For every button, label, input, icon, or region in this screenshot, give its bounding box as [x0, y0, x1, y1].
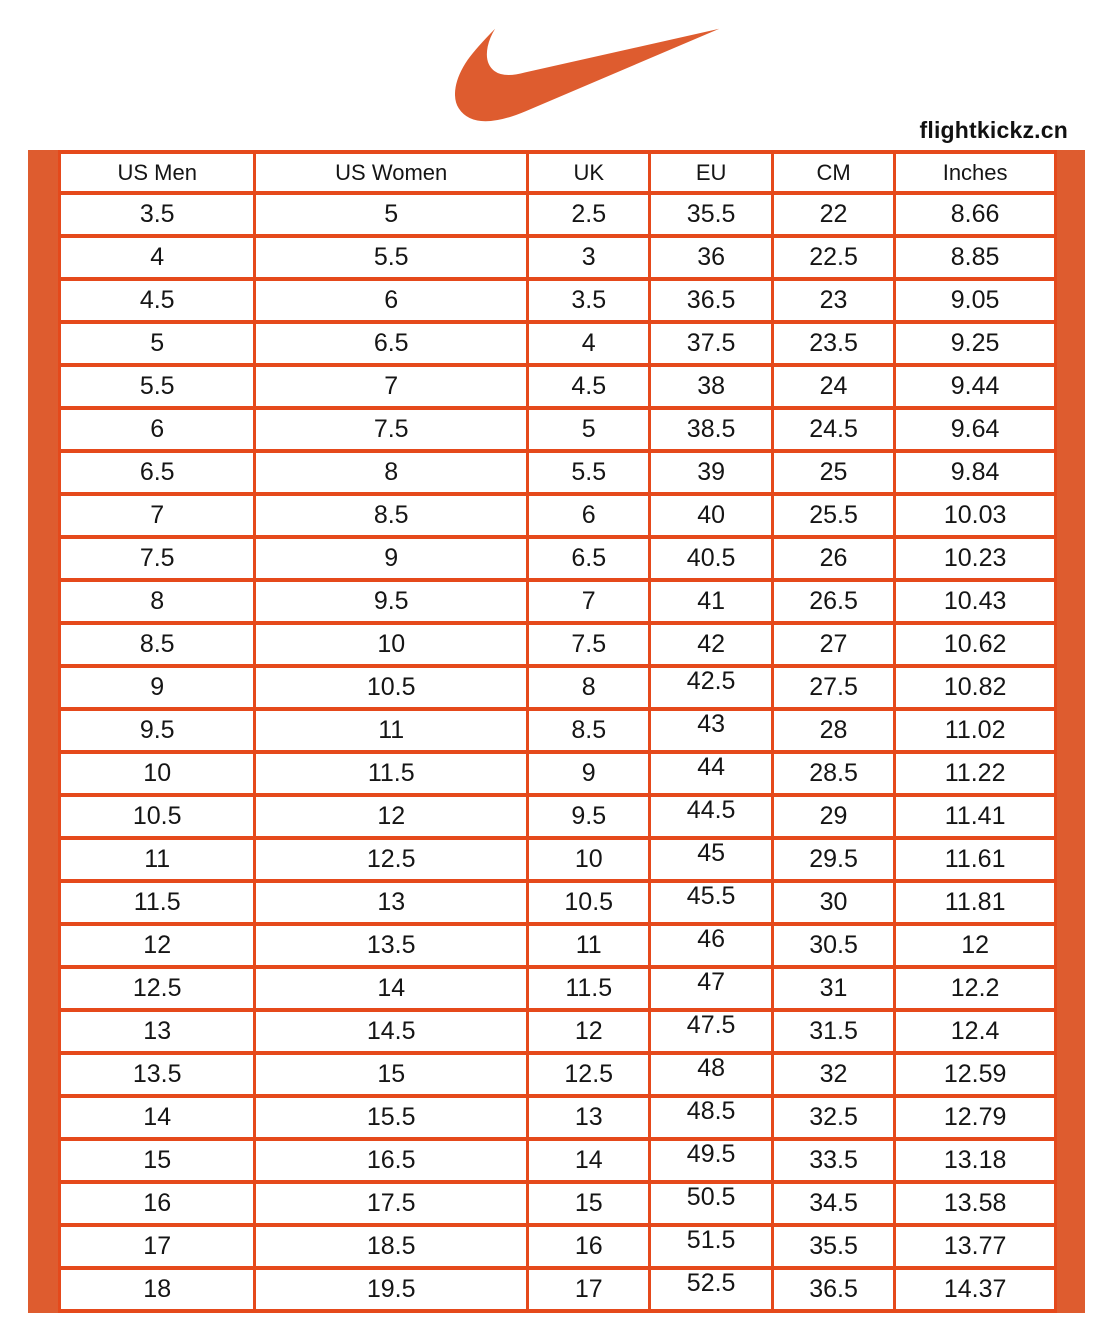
- table-cell: 23: [772, 279, 894, 322]
- table-cell: 12.2: [895, 967, 1056, 1010]
- table-cell: 11: [528, 924, 650, 967]
- table-cell: 9.25: [895, 322, 1056, 365]
- table-cell: 12.4: [895, 1010, 1056, 1053]
- table-cell: 11.41: [895, 795, 1056, 838]
- table-cell: 12.79: [895, 1096, 1056, 1139]
- size-table-container: [28, 150, 1085, 1313]
- table-cell: 41: [650, 580, 772, 623]
- table-cell: 13.5: [60, 1053, 255, 1096]
- table-cell: 9: [60, 666, 255, 709]
- table-row: [60, 1182, 1056, 1225]
- table-cell: 4: [60, 236, 255, 279]
- table-cell: 22.5: [772, 236, 894, 279]
- table-cell: 15: [528, 1182, 650, 1225]
- table-cell: 8: [60, 580, 255, 623]
- table-cell: 7.5: [528, 623, 650, 666]
- table-row: [60, 709, 1056, 752]
- table-cell: 15.5: [255, 1096, 528, 1139]
- size-conversion-table: [58, 150, 1057, 1313]
- table-cell: 34.5: [772, 1182, 894, 1225]
- size-table-body: [60, 193, 1056, 1311]
- table-row: [60, 666, 1056, 709]
- table-row: [60, 322, 1056, 365]
- table-cell: 28: [772, 709, 894, 752]
- table-cell: 13.58: [895, 1182, 1056, 1225]
- table-cell: 5: [528, 408, 650, 451]
- table-cell: 38.5: [650, 408, 772, 451]
- table-cell: 40.5: [650, 537, 772, 580]
- table-cell: 7.5: [60, 537, 255, 580]
- table-cell: 30: [772, 881, 894, 924]
- table-cell: 13.5: [255, 924, 528, 967]
- table-cell: 9.84: [895, 451, 1056, 494]
- table-cell: 40: [650, 494, 772, 537]
- table-cell: 10.43: [895, 580, 1056, 623]
- table-cell: 18.5: [255, 1225, 528, 1268]
- table-cell: 9.5: [60, 709, 255, 752]
- table-cell: 17.5: [255, 1182, 528, 1225]
- table-cell: 12: [60, 924, 255, 967]
- col-header-us-men: US Men: [60, 152, 255, 193]
- table-cell: 11: [60, 838, 255, 881]
- table-cell: 35.5: [772, 1225, 894, 1268]
- table-cell: 43: [650, 709, 772, 752]
- col-header-uk: UK: [528, 152, 650, 193]
- table-cell: 31: [772, 967, 894, 1010]
- table-cell: 8.5: [255, 494, 528, 537]
- table-cell: 4: [528, 322, 650, 365]
- table-cell: 9.5: [528, 795, 650, 838]
- table-cell: 25.5: [772, 494, 894, 537]
- table-cell: 32: [772, 1053, 894, 1096]
- table-cell: 44: [650, 752, 772, 795]
- table-cell: 9.44: [895, 365, 1056, 408]
- table-cell: 7: [60, 494, 255, 537]
- table-cell: 10.23: [895, 537, 1056, 580]
- table-cell: 17: [528, 1268, 650, 1311]
- table-row: [60, 494, 1056, 537]
- table-cell: 14.5: [255, 1010, 528, 1053]
- table-row: [60, 1096, 1056, 1139]
- table-cell: 13: [255, 881, 528, 924]
- size-table-header: [60, 152, 1056, 193]
- table-cell: 11.22: [895, 752, 1056, 795]
- table-cell: 42: [650, 623, 772, 666]
- table-cell: 29.5: [772, 838, 894, 881]
- table-cell: 36: [650, 236, 772, 279]
- table-cell: 7.5: [255, 408, 528, 451]
- left-accent-strip: [28, 150, 58, 1313]
- table-row: [60, 1010, 1056, 1053]
- table-cell: 6.5: [255, 322, 528, 365]
- table-cell: 11.81: [895, 881, 1056, 924]
- table-cell: 9: [255, 537, 528, 580]
- table-row: [60, 924, 1056, 967]
- table-cell: 17: [60, 1225, 255, 1268]
- table-cell: 11.5: [60, 881, 255, 924]
- table-row: [60, 408, 1056, 451]
- table-cell: 8.5: [60, 623, 255, 666]
- table-cell: 6.5: [60, 451, 255, 494]
- table-cell: 11.5: [528, 967, 650, 1010]
- table-cell: 14.37: [895, 1268, 1056, 1311]
- table-cell: 24.5: [772, 408, 894, 451]
- table-cell: 27.5: [772, 666, 894, 709]
- table-cell: 38: [650, 365, 772, 408]
- table-cell: 14: [60, 1096, 255, 1139]
- table-cell: 9.64: [895, 408, 1056, 451]
- table-cell: 48.5: [650, 1096, 772, 1139]
- table-cell: 16: [528, 1225, 650, 1268]
- table-cell: 6: [60, 408, 255, 451]
- table-cell: 31.5: [772, 1010, 894, 1053]
- table-row: [60, 580, 1056, 623]
- table-cell: 8.66: [895, 193, 1056, 236]
- table-cell: 45: [650, 838, 772, 881]
- table-cell: 3.5: [528, 279, 650, 322]
- table-cell: 12.5: [255, 838, 528, 881]
- table-cell: 13.18: [895, 1139, 1056, 1182]
- table-cell: 39: [650, 451, 772, 494]
- table-cell: 12.5: [528, 1053, 650, 1096]
- table-row: [60, 451, 1056, 494]
- table-cell: 12: [255, 795, 528, 838]
- page-header: [0, 0, 1100, 150]
- table-cell: 10.82: [895, 666, 1056, 709]
- table-row: [60, 1139, 1056, 1182]
- nike-swoosh-icon: [455, 13, 721, 137]
- table-cell: 10.03: [895, 494, 1056, 537]
- table-cell: 5: [60, 322, 255, 365]
- table-cell: 5: [255, 193, 528, 236]
- table-row: [60, 1268, 1056, 1311]
- table-cell: 45.5: [650, 881, 772, 924]
- table-cell: 25: [772, 451, 894, 494]
- table-cell: 11: [255, 709, 528, 752]
- table-cell: 11.02: [895, 709, 1056, 752]
- table-cell: 36.5: [772, 1268, 894, 1311]
- table-cell: 2.5: [528, 193, 650, 236]
- table-cell: 52.5: [650, 1268, 772, 1311]
- table-cell: 16.5: [255, 1139, 528, 1182]
- table-cell: 8.5: [528, 709, 650, 752]
- table-cell: 11.5: [255, 752, 528, 795]
- header-row: [60, 152, 1056, 193]
- table-cell: 35.5: [650, 193, 772, 236]
- table-row: [60, 1225, 1056, 1268]
- table-cell: 10.62: [895, 623, 1056, 666]
- table-cell: 8: [255, 451, 528, 494]
- table-cell: 12: [895, 924, 1056, 967]
- table-cell: 12.5: [60, 967, 255, 1010]
- table-cell: 14: [528, 1139, 650, 1182]
- col-header-us-women: US Women: [255, 152, 528, 193]
- right-accent-strip: [1057, 150, 1085, 1313]
- table-cell: 16: [60, 1182, 255, 1225]
- table-cell: 13: [60, 1010, 255, 1053]
- table-cell: 10.5: [528, 881, 650, 924]
- table-cell: 13.77: [895, 1225, 1056, 1268]
- table-cell: 47.5: [650, 1010, 772, 1053]
- table-cell: 11.61: [895, 838, 1056, 881]
- table-cell: 5.5: [528, 451, 650, 494]
- table-cell: 8.85: [895, 236, 1056, 279]
- table-row: [60, 752, 1056, 795]
- table-cell: 12: [528, 1010, 650, 1053]
- table-cell: 7: [528, 580, 650, 623]
- col-header-cm: CM: [772, 152, 894, 193]
- table-cell: 46: [650, 924, 772, 967]
- table-row: [60, 1053, 1056, 1096]
- table-cell: 47: [650, 967, 772, 1010]
- table-cell: 26: [772, 537, 894, 580]
- table-cell: 3: [528, 236, 650, 279]
- table-cell: 10.5: [60, 795, 255, 838]
- table-cell: 32.5: [772, 1096, 894, 1139]
- table-row: [60, 537, 1056, 580]
- table-row: [60, 967, 1056, 1010]
- table-cell: 29: [772, 795, 894, 838]
- table-cell: 15: [60, 1139, 255, 1182]
- table-cell: 9: [528, 752, 650, 795]
- table-cell: 5.5: [255, 236, 528, 279]
- table-cell: 10: [60, 752, 255, 795]
- table-row: [60, 838, 1056, 881]
- table-cell: 14: [255, 967, 528, 1010]
- table-cell: 49.5: [650, 1139, 772, 1182]
- table-cell: 13: [528, 1096, 650, 1139]
- website-label: flightkickz.cn: [919, 117, 1068, 143]
- table-row: [60, 193, 1056, 236]
- table-cell: 6: [255, 279, 528, 322]
- table-cell: 50.5: [650, 1182, 772, 1225]
- col-header-eu: EU: [650, 152, 772, 193]
- table-cell: 51.5: [650, 1225, 772, 1268]
- table-cell: 30.5: [772, 924, 894, 967]
- table-cell: 42.5: [650, 666, 772, 709]
- table-cell: 6: [528, 494, 650, 537]
- table-cell: 27: [772, 623, 894, 666]
- table-cell: 44.5: [650, 795, 772, 838]
- table-cell: 9.5: [255, 580, 528, 623]
- table-cell: 6.5: [528, 537, 650, 580]
- table-cell: 4.5: [60, 279, 255, 322]
- table-cell: 22: [772, 193, 894, 236]
- table-row: [60, 365, 1056, 408]
- table-cell: 33.5: [772, 1139, 894, 1182]
- table-cell: 24: [772, 365, 894, 408]
- table-cell: 15: [255, 1053, 528, 1096]
- table-cell: 23.5: [772, 322, 894, 365]
- table-row: [60, 795, 1056, 838]
- table-cell: 48: [650, 1053, 772, 1096]
- table-row: [60, 279, 1056, 322]
- table-cell: 10.5: [255, 666, 528, 709]
- table-cell: 4.5: [528, 365, 650, 408]
- table-cell: 9.05: [895, 279, 1056, 322]
- table-cell: 19.5: [255, 1268, 528, 1311]
- table-cell: 7: [255, 365, 528, 408]
- table-row: [60, 236, 1056, 279]
- col-header-inches: Inches: [895, 152, 1056, 193]
- table-cell: 5.5: [60, 365, 255, 408]
- table-cell: 10: [528, 838, 650, 881]
- table-cell: 12.59: [895, 1053, 1056, 1096]
- table-cell: 3.5: [60, 193, 255, 236]
- table-row: [60, 881, 1056, 924]
- table-cell: 18: [60, 1268, 255, 1311]
- table-cell: 36.5: [650, 279, 772, 322]
- table-cell: 37.5: [650, 322, 772, 365]
- table-row: [60, 623, 1056, 666]
- table-cell: 26.5: [772, 580, 894, 623]
- table-cell: 10: [255, 623, 528, 666]
- table-cell: 8: [528, 666, 650, 709]
- table-cell: 28.5: [772, 752, 894, 795]
